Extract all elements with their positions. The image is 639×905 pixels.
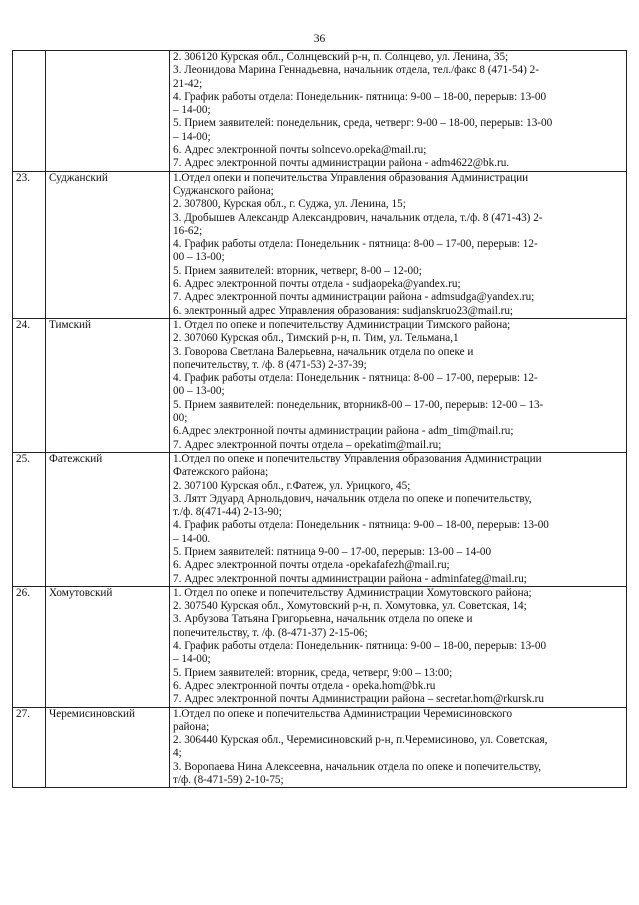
- table-row: [13, 318, 627, 452]
- contact-info: [170, 586, 627, 707]
- info-line: 16-62;: [173, 224, 203, 237]
- info-line: 5. Прием заявителей: вторник, четверг, 8-00 – 12-00;: [173, 264, 422, 277]
- info-line: – 14-00.: [173, 532, 211, 545]
- info-line: 3. Лятт Эдуард Арнольдович, начальник отдела по опеке и попечительству,: [173, 492, 532, 505]
- info-line: 2. 307100 Курская обл., г.Фатеж, ул. Урицкого, 45;: [173, 479, 411, 492]
- row-number: 27.: [13, 707, 46, 788]
- info-line: 1. Отдел по опеке и попечительству Администрации Тимского района;: [173, 318, 511, 331]
- info-line: 4. График работы отдела: Понедельник - пятница: 8-00 – 17-00, перерыв: 12-: [173, 238, 538, 251]
- info-line: 5. Прием заявителей: вторник, среда, четверг, 9:00 – 13:00;: [173, 666, 453, 679]
- info-line: 5. Прием заявителей: пятница 9-00 – 17-00, перерыв: 13-00 – 14-00: [173, 545, 492, 558]
- info-line: 6.Адрес электронной почты администрации района - adm_tim@mail.ru;: [173, 425, 514, 438]
- info-line: 1.Отдел по опеке и попечительства Администрации Черемисиновского: [173, 707, 513, 720]
- contacts-table: [12, 50, 627, 788]
- info-line: 4;: [173, 747, 182, 760]
- info-line: 6. Адрес электронной почты отдела - opeka.hom@bk.ru: [173, 679, 436, 692]
- info-line: 1. Отдел по опеке и попечительству Администрации Хомутовского района;: [173, 586, 532, 599]
- info-line: 6. Адрес электронной почты solncevo.opeka@mail.ru;: [173, 144, 427, 157]
- info-line: района;: [173, 720, 210, 733]
- info-line: 7. Адрес электронной почты администрации района - adminfateg@mail.ru;: [173, 572, 527, 585]
- row-number: 26.: [13, 586, 46, 707]
- info-line: 21-42;: [173, 77, 203, 90]
- table-row: [13, 586, 627, 707]
- info-line: 1.Отдел опеки и попечительства Управления образования Администрации: [173, 171, 529, 184]
- info-line: – 14-00;: [173, 130, 211, 143]
- table-row: [13, 452, 627, 586]
- info-line: 2. 306120 Курская обл., Солнцевский р-н, п. Солнцево, ул. Ленина, 35;: [173, 51, 509, 63]
- district-name: Суджанский: [46, 171, 170, 318]
- info-line: 7. Адрес электронной почты Администрации района – secretar.hom@rkursk.ru: [173, 693, 544, 706]
- info-line: 3. Воропаева Нина Алексеевна, начальник отдела по опеке и попечительству,: [173, 760, 542, 773]
- info-line: 6. Адрес электронной почты отдела -opekafafezh@mail.ru;: [173, 559, 450, 572]
- info-line: 2. 307060 Курская обл., Тимский р-н, п. Тим, ул. Тельмана,1: [173, 332, 459, 345]
- row-number: 25.: [13, 452, 46, 586]
- info-line: 7. Адрес электронной почты администрации района - admsudga@yandex.ru;: [173, 291, 535, 304]
- info-line: 1.Отдел по опеке и попечительству Управления образования Администрации: [173, 452, 542, 465]
- district-name: Хомутовский: [46, 586, 170, 707]
- district-name: [46, 51, 170, 172]
- info-line: попечительству, т. /ф. 8 (471-53) 2-37-39;: [173, 358, 367, 371]
- info-line: – 14-00;: [173, 104, 211, 117]
- info-line: 3. Говорова Светлана Валерьевна, начальник отдела по опеке и: [173, 345, 474, 358]
- info-line: т/ф. (8-471-59) 2-10-75;: [173, 774, 284, 787]
- info-line: Суджанского района;: [173, 184, 274, 197]
- contact-info: [170, 707, 627, 788]
- info-line: т./ф. 8(471-44) 2-13-90;: [173, 506, 282, 519]
- table-row: [13, 51, 627, 172]
- row-number: 23.: [13, 171, 46, 318]
- info-line: 7. Адрес электронной почты администрации района - adm4622@bk.ru.: [173, 157, 510, 170]
- info-line: 4. График работы отдела: Понедельник- пятница: 9-00 – 18-00, перерыв: 13-00: [173, 640, 547, 653]
- info-line: 2. 307540 Курская обл., Хомутовский р-н, п. Хомутовка, ул. Советская, 14;: [173, 600, 527, 613]
- info-line: попечительству, т. /ф. (8-471-37) 2-15-06;: [173, 626, 368, 639]
- info-line: 00 – 13-00;: [173, 251, 225, 264]
- contact-info: [170, 452, 627, 586]
- info-line: 5. Прием заявителей: понедельник, вторник8-00 – 17-00, перерыв: 12-00 – 13-: [173, 398, 544, 411]
- contact-info: [170, 318, 627, 452]
- district-name: Фатежский: [46, 452, 170, 586]
- info-line: 6. Адрес электронной почты отдела - sudjaopeka@yandex.ru;: [173, 278, 461, 291]
- info-line: Фатежского района;: [173, 466, 269, 479]
- info-line: 4. График работы отдела: Понедельник- пятница: 9-00 – 18-00, перерыв: 13-00: [173, 90, 547, 103]
- info-line: 4. График работы отдела: Понедельник - пятница: 8-00 – 17-00, перерыв: 12-: [173, 372, 538, 385]
- info-line: 3. Арбузова Татьяна Григорьевна, начальник отдела по опеке и: [173, 613, 473, 626]
- info-line: 4. График работы отдела: Понедельник - пятница: 9-00 – 18-00, перерыв: 13-00: [173, 519, 549, 532]
- info-line: 00 – 13-00;: [173, 385, 225, 398]
- info-line: – 14-00;: [173, 653, 211, 666]
- info-line: 2. 306440 Курская обл., Черемисиновский р-н, п.Черемисиново, ул. Советская,: [173, 734, 548, 747]
- contact-info: [170, 171, 627, 318]
- contact-info: [170, 51, 627, 172]
- table-row: [13, 707, 627, 788]
- district-name: Тимский: [46, 318, 170, 452]
- info-line: 5. Прием заявителей: понедельник, среда, четверг: 9-00 – 18-00, перерыв: 13-00: [173, 117, 553, 130]
- info-line: 3. Леонидова Марина Геннадьевна, начальник отдела, тел./факс 8 (471-54) 2-: [173, 64, 539, 77]
- page-number: 36: [313, 33, 326, 45]
- info-line: 7. Адрес электронной почты отдела – opekatim@mail.ru;: [173, 438, 442, 451]
- row-number: [13, 51, 46, 172]
- row-number: 24.: [13, 318, 46, 452]
- info-line: 3. Дробышев Александр Александрович, начальник отдела, т./ф. 8 (471-43) 2-: [173, 211, 543, 224]
- table-row: [13, 171, 627, 318]
- district-name: Черемисиновский: [46, 707, 170, 788]
- info-line: 00;: [173, 412, 188, 425]
- info-line: 6. электронный адрес Управления образования: sudjanskruo23@mail.ru;: [173, 304, 514, 317]
- info-line: 2. 307800, Курская обл., г. Суджа, ул. Ленина, 15;: [173, 198, 406, 211]
